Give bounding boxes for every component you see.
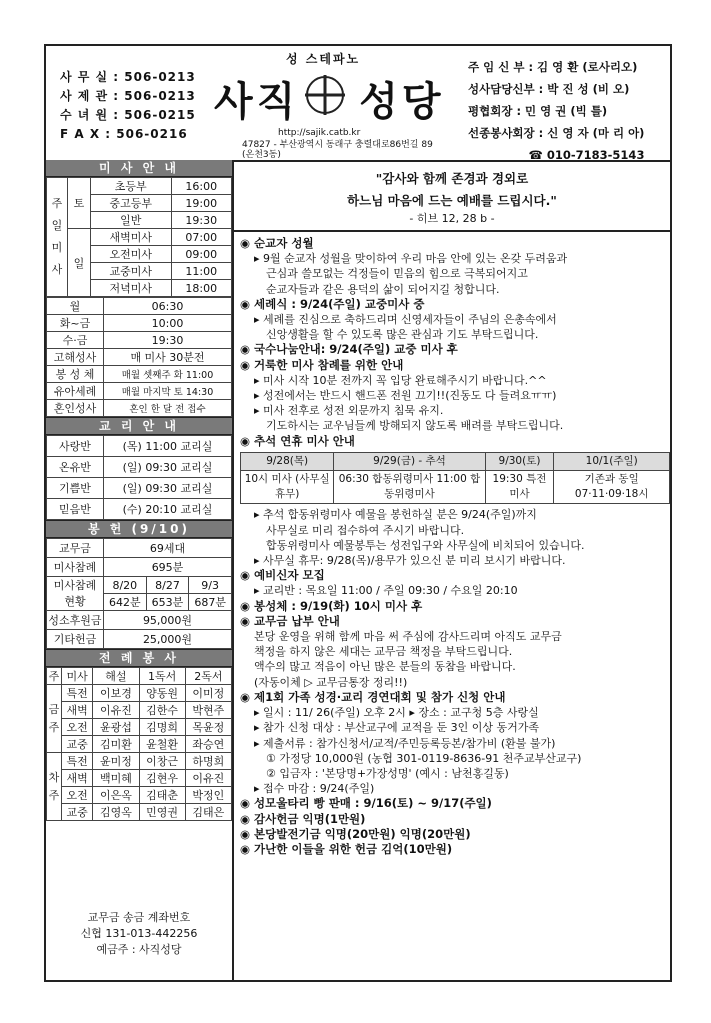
notice-line: ▸ 미사 전후로 성전 외문까지 침묵 유지. xyxy=(254,404,444,418)
service-cell: 이창근 xyxy=(139,753,185,770)
parish-address: 47827 - 부산광역시 동래구 충렬대로86번길 89 (온천3동) xyxy=(242,140,433,160)
notice-line: 본당 운영을 위해 함께 마음 써 주심에 감사드리며 아직도 교무금 xyxy=(254,630,562,644)
notice-line: 사무실로 미리 접수하여 주시기 바랍니다. xyxy=(266,523,465,537)
notice-line: 순교자들과 같은 용덕의 삶이 되어지길 청합니다. xyxy=(266,282,500,296)
row-label: 수·금 xyxy=(47,332,104,349)
service-cell: 김명희 xyxy=(139,719,185,736)
chuseok-schedule-table xyxy=(240,452,670,505)
staff-pastor: 주 임 신 부 : 김 영 환 (로사리오) xyxy=(468,60,638,74)
notice-line: ▸ 세례를 진심으로 축하드리며 신영세자들이 주님의 은총속에서 xyxy=(254,313,557,327)
bulletin-page xyxy=(44,44,672,982)
notice-line: ① 가정당 10,000원 (농협 301-0119-8636-91 천주교부산교구) xyxy=(266,751,582,765)
row-label: 유아세례 xyxy=(47,383,104,400)
trend-value: 642분 xyxy=(104,594,147,611)
col-header: 9/28(목) xyxy=(241,452,334,470)
contact-convent: 수 녀 원 : 506-0215 xyxy=(60,108,196,122)
service-cell: 특전 xyxy=(62,753,93,770)
service-cell: 오전 xyxy=(62,787,93,804)
trend-date: 9/3 xyxy=(189,577,232,594)
trend-date: 8/20 xyxy=(104,577,147,594)
parish-title-right: 성당 xyxy=(359,79,445,125)
col-header: 해설 xyxy=(93,668,139,685)
notice-line: ▸ 성전에서는 반드시 핸드폰 전원 끄기!!(진동도 다 들려요ㅠㅠ) xyxy=(254,389,557,403)
account-number: 신협 131-013-442256 xyxy=(80,927,198,940)
class-time: (일) 09:30 교리실 xyxy=(104,457,232,478)
row-label: 봉 성 체 xyxy=(47,366,104,383)
service-cell: 윤철환 xyxy=(139,736,185,753)
offering-label: 미사참례 xyxy=(47,558,104,577)
this-week-label: 금주 xyxy=(47,685,62,753)
sunday-mass-label: 주일미사 xyxy=(47,178,68,297)
service-cell: 윤광섭 xyxy=(93,719,139,736)
row-value: 매 미사 30분전 xyxy=(104,349,232,366)
staff-list xyxy=(468,56,644,166)
row-label: 고해성사 xyxy=(47,349,104,366)
row-value: 매월 셋째주 화 11:00 xyxy=(104,366,232,383)
mass-name: 오전미사 xyxy=(91,246,172,263)
col-header: 주 xyxy=(47,668,62,685)
staff-service-president: 선종봉사회장 : 신 영 자 (마 리 아) xyxy=(468,126,645,140)
schedule-cell: 06:30 합동위령미사 11:00 합동위령미사 xyxy=(334,471,485,504)
sunday-label: 일 xyxy=(68,229,91,297)
service-cell: 민영권 xyxy=(139,804,185,821)
header xyxy=(46,46,670,162)
notice-line: ▸ 교리반 : 목요일 11:00 / 주일 09:30 / 수요일 20:10 xyxy=(254,584,518,598)
schedule-cell: 10시 미사 (사무실휴무) xyxy=(241,471,334,504)
notice-heading: ◉ 예비신자 모집 xyxy=(240,568,325,583)
service-cell: 이유진 xyxy=(185,770,231,787)
quote-line: 하느님 마음에 드는 예배를 드립시다." xyxy=(347,193,557,208)
mass-name: 중고등부 xyxy=(91,195,172,212)
edu-table xyxy=(46,435,232,520)
mass-time: 18:00 xyxy=(171,280,232,297)
mass-time: 07:00 xyxy=(171,229,232,246)
service-cell: 김한수 xyxy=(139,702,185,719)
service-cell: 양동원 xyxy=(139,685,185,702)
service-cell: 김현우 xyxy=(139,770,185,787)
service-cell: 박정인 xyxy=(185,787,231,804)
notice-heading: ◉ 봉성체 : 9/19(화) 10시 미사 후 xyxy=(240,598,423,613)
class-time: (일) 09:30 교리실 xyxy=(104,478,232,499)
mass-name: 일반 xyxy=(91,212,172,229)
notice-line: ▸ 접수 마감 : 9/24(주일) xyxy=(254,782,375,796)
class-name: 온유반 xyxy=(47,457,104,478)
class-time: (목) 11:00 교리실 xyxy=(104,436,232,457)
mass-name: 저녁미사 xyxy=(91,280,172,297)
schedule-cell: 19:30 특전미사 xyxy=(485,471,554,504)
service-cell: 박현주 xyxy=(185,702,231,719)
service-cell: 윤미정 xyxy=(93,753,139,770)
notice-heading: ◉ 본당발전기금 익명(20만원) 익명(20만원) xyxy=(240,826,471,841)
trend-value: 687분 xyxy=(189,594,232,611)
notice-heading: ◉ 교무금 납부 안내 xyxy=(240,613,340,628)
mass-time: 11:00 xyxy=(171,263,232,280)
col-header: 2독서 xyxy=(185,668,231,685)
col-header: 미사 xyxy=(62,668,93,685)
account-title: 교무금 송금 계좌번호 xyxy=(87,911,191,924)
contact-rectory: 사 제 관 : 506-0213 xyxy=(60,89,196,103)
service-cell: 특전 xyxy=(62,685,93,702)
contacts xyxy=(60,68,196,144)
staff-priest: 성사담당신부 : 박 진 성 (비 오) xyxy=(468,82,630,96)
mass-time: 09:00 xyxy=(171,246,232,263)
notice-heading: ◉ 제1회 가족 성경·교리 경연대회 및 참가 신청 안내 xyxy=(240,689,506,704)
service-title: 전 례 봉 사 xyxy=(46,649,232,667)
notice-line: ② 입금자 : '본당명+가장성명' (예시 : 남천홍길동) xyxy=(266,766,509,780)
notice-heading: ◉ 거룩한 미사 참례를 위한 안내 xyxy=(240,357,404,372)
notice-line: ▸ 추석 합동위령미사 예물을 봉헌하실 분은 9/24(주일)까지 xyxy=(254,508,537,522)
col-header: 9/29(금) - 추석 xyxy=(334,452,485,470)
service-cell: 김태은 xyxy=(185,804,231,821)
class-time: (수) 20:10 교리실 xyxy=(104,499,232,520)
offering-table xyxy=(46,538,232,649)
staff-council-president: 평협회장 : 민 영 권 (빅 틀) xyxy=(468,104,608,118)
trend-date: 8/27 xyxy=(146,577,189,594)
notice-line: 액수의 많고 적음이 아닌 많은 분들의 동참을 바랍니다. xyxy=(254,660,516,674)
next-week-label: 차주 xyxy=(47,753,62,821)
service-cell: 새벽 xyxy=(62,702,93,719)
service-cell: 이유진 xyxy=(93,702,139,719)
notice-line: 근심과 쓸모없는 걱정들이 믿음의 힘으로 극복되어지고 xyxy=(266,267,528,281)
row-label: 화~금 xyxy=(47,315,104,332)
saturday-label: 토 xyxy=(68,178,91,229)
notice-heading: ◉ 국수나눔안내: 9/24(주일) 교중 미사 후 xyxy=(240,342,458,357)
class-name: 믿음반 xyxy=(47,499,104,520)
offering-label: 교무금 xyxy=(47,539,104,558)
row-value: 10:00 xyxy=(104,315,232,332)
contact-fax: F A X : 506-0216 xyxy=(60,127,188,141)
trend-value: 653분 xyxy=(146,594,189,611)
notice-line: (자동이체 ▷ 교무금통장 정리!!) xyxy=(254,675,408,689)
attendance-trend-label: 미사참례 현황 xyxy=(47,577,104,611)
col-header: 1독서 xyxy=(139,668,185,685)
service-cell: 이미정 xyxy=(185,685,231,702)
notice-line: ▸ 미사 시작 10분 전까지 꼭 입당 완료해주시기 바랍니다.^^ xyxy=(254,373,547,387)
notice-line: ▸ 참가 신청 대상 : 부산교구에 교적을 둔 3인 이상 동거가족 xyxy=(254,721,539,735)
service-table xyxy=(46,667,232,821)
row-value: 19:30 xyxy=(104,332,232,349)
account-holder: 예금주 : 사직성당 xyxy=(96,943,182,956)
row-label: 혼인성사 xyxy=(47,400,104,417)
notice-line: ▸ 9월 순교자 성월을 맞이하여 우리 마음 안에 있는 온갖 두려움과 xyxy=(254,252,568,266)
parish-patron: 성 스테파노 xyxy=(286,52,361,66)
mass-time: 16:00 xyxy=(171,178,232,195)
mass-name: 교중미사 xyxy=(91,263,172,280)
service-cell: 백미혜 xyxy=(93,770,139,787)
offering-label: 기타헌금 xyxy=(47,630,104,649)
service-cell: 김영옥 xyxy=(93,804,139,821)
service-cell: 김태춘 xyxy=(139,787,185,804)
notice-heading: ◉ 순교자 성월 xyxy=(240,236,314,250)
weekday-mass-table xyxy=(46,297,232,417)
service-cell: 목윤정 xyxy=(185,719,231,736)
cross-emblem-icon xyxy=(304,74,346,116)
notice-line: 책정을 하지 않은 세대는 교무금 책정을 부탁드립니다. xyxy=(254,645,513,659)
service-cell: 오전 xyxy=(62,719,93,736)
scripture-quote xyxy=(234,160,670,232)
service-cell: 김미환 xyxy=(93,736,139,753)
row-label: 월 xyxy=(47,298,104,315)
left-column xyxy=(46,160,234,980)
notice-line: 기도하시는 교우님들께 방해되지 않도록 배려를 부탁드립니다. xyxy=(266,419,564,433)
notice-heading: ◉ 감사헌금 익명(1만원) xyxy=(240,811,366,826)
service-cell: 교중 xyxy=(62,804,93,821)
notice-heading: ◉ 가난한 이들을 위한 헌금 김억(10만원) xyxy=(240,841,453,856)
row-value: 매월 마지막 토 14:30 xyxy=(104,383,232,400)
service-cell: 교중 xyxy=(62,736,93,753)
quote-line: "감사와 함께 존경과 경외로 xyxy=(375,171,529,186)
parish-title-left: 사직 xyxy=(214,79,300,125)
quote-source: - 히브 12, 28 b - xyxy=(409,212,495,225)
service-cell: 이보경 xyxy=(93,685,139,702)
right-column xyxy=(234,160,670,980)
website-url: http://sajik.catb.kr xyxy=(278,128,361,138)
class-name: 사랑반 xyxy=(47,436,104,457)
notice-line: 합동위령미사 예물봉투는 성전입구와 사무실에 비치되어 있습니다. xyxy=(266,538,585,552)
notice-line: ▸ 일시 : 11/ 26(주일) 오후 2시 ▸ 장소 : 교구청 5층 사랑실 xyxy=(254,706,539,720)
service-cell: 좌승연 xyxy=(185,736,231,753)
mass-table xyxy=(46,177,232,297)
notices xyxy=(234,232,670,857)
notice-heading: ◉ 성모울타리 빵 판매 : 9/16(토) ~ 9/17(주일) xyxy=(240,796,492,811)
mass-time: 19:30 xyxy=(171,212,232,229)
row-value: 혼인 한 달 전 접수 xyxy=(104,400,232,417)
notice-heading: ◉ 추석 연휴 미사 안내 xyxy=(240,433,355,448)
mass-name: 새벽미사 xyxy=(91,229,172,246)
class-name: 기쁨반 xyxy=(47,478,104,499)
notice-line: ▸ 사무실 휴무: 9/28(목)/용무가 있으신 분 미리 보시기 바랍니다. xyxy=(254,554,566,568)
mass-name: 초등부 xyxy=(91,178,172,195)
service-cell: 새벽 xyxy=(62,770,93,787)
mass-title: 미 사 안 내 xyxy=(46,160,232,177)
notice-line: 신앙생활을 할 수 있도록 많은 관심과 기도 부탁드립니다. xyxy=(266,328,539,342)
edu-title: 교 리 안 내 xyxy=(46,417,232,435)
col-header: 9/30(토) xyxy=(485,452,554,470)
mass-time: 19:00 xyxy=(171,195,232,212)
staff-phone: ☎ 010-7183-5143 xyxy=(528,148,645,162)
notice-line: ▸ 제출서류 : 참가신청서/교적/주민등록등본/참가비 (환불 불가) xyxy=(254,736,556,750)
service-cell: 하명희 xyxy=(185,753,231,770)
offering-value: 69세대 xyxy=(104,539,232,558)
offering-title: 봉 헌 (9/10) xyxy=(46,520,232,538)
contact-office: 사 무 실 : 506-0213 xyxy=(60,70,196,84)
schedule-cell: 기존과 동일 07·11·09·18시 xyxy=(554,471,670,504)
offering-value: 25,000원 xyxy=(104,630,232,649)
offering-value: 95,000원 xyxy=(104,611,232,630)
row-value: 06:30 xyxy=(104,298,232,315)
offering-label: 성소후원금 xyxy=(47,611,104,630)
notice-heading: ◉ 세례식 : 9/24(주일) 교중미사 중 xyxy=(240,296,425,311)
service-cell: 이은옥 xyxy=(93,787,139,804)
bank-account-info xyxy=(46,910,232,958)
offering-value: 695분 xyxy=(104,558,232,577)
col-header: 10/1(주일) xyxy=(554,452,670,470)
